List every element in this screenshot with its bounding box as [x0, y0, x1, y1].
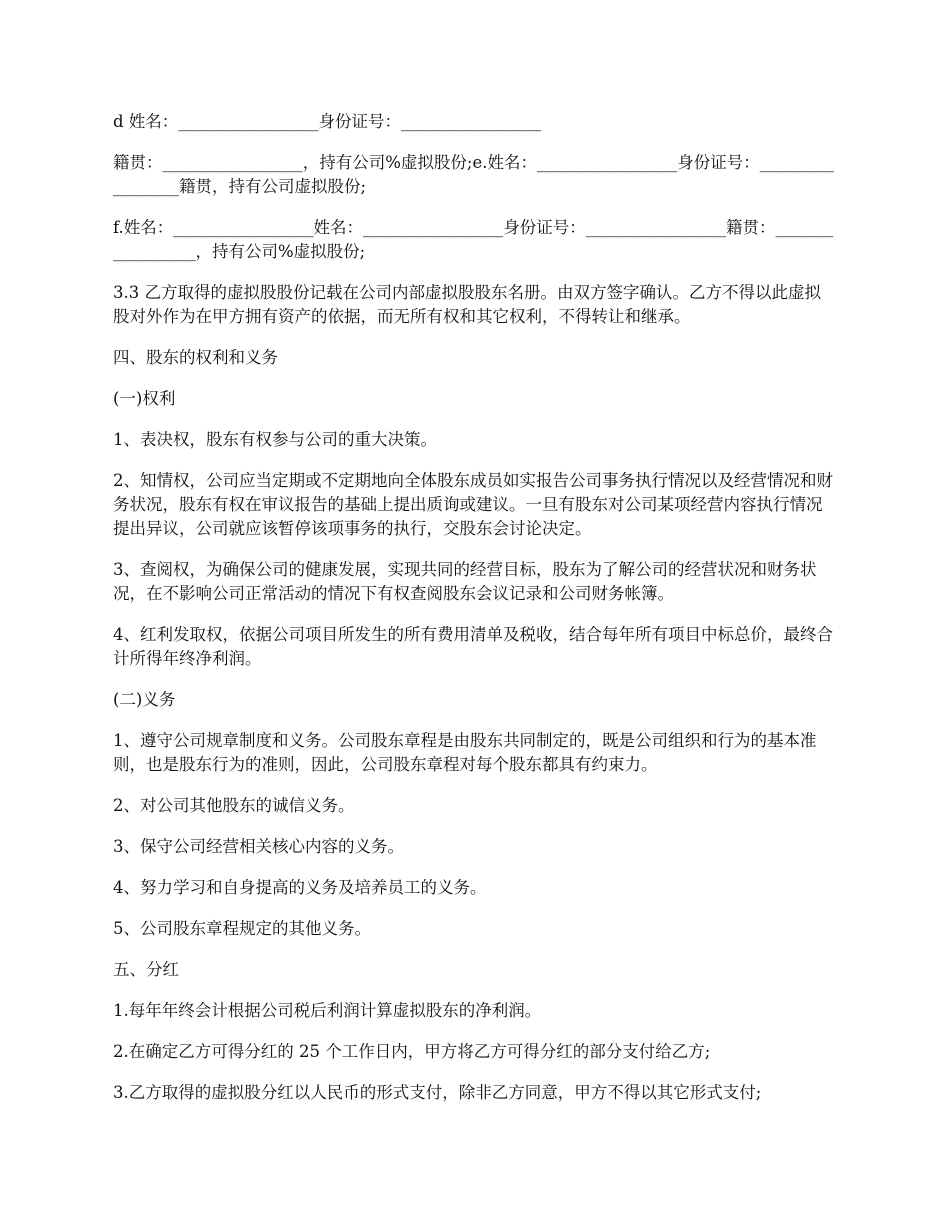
subsection-heading-duties: (二)义务 [113, 690, 176, 709]
shareholder-f-line: f.姓名：_________________姓名：_________________身份证号：_________________籍贯：_________________，持有公司%虚拟股份; [113, 218, 834, 261]
duty-5: 5、公司股东章程规定的其他义务。 [113, 919, 371, 938]
clause-3-3: 3.3 乙方取得的虚拟股股份记载在公司内部虚拟股股东名册。由双方签字确认。乙方不得以此虚拟股对外作为在甲方拥有资产的依据，而无所有权和其它权利，不得转让和继承。 [113, 283, 821, 326]
right-inspection: 3、查阅权，为确保公司的健康发展，实现共同的经营目标，股东为了解公司的经营状况和财务状况，在不影响公司正常活动的情况下有权查阅股东会议记录和公司财务帐簿。 [113, 560, 817, 603]
right-voting: 1、表决权，股东有权参与公司的重大决策。 [113, 430, 437, 449]
shareholder-e-line: 籍贯：_________________，持有公司%虚拟股份;e.姓名：_________________身份证号：_________________籍贯，持有公司虚拟股份; [113, 153, 834, 196]
dividend-clause-1: 1.每年年终会计根据公司税后利润计算虚拟股东的净利润。 [113, 1001, 542, 1020]
duty-4: 4、努力学习和自身提高的义务及培养员工的义务。 [113, 878, 487, 897]
section-heading-dividends: 五、分红 [113, 960, 179, 979]
dividend-clause-2: 2.在确定乙方可得分红的 25 个工作日内，甲方将乙方可得分红的部分支付给乙方; [113, 1042, 711, 1061]
document-page [113, 110, 835, 1122]
right-dividend: 4、红利发取权，依据公司项目所发生的所有费用清单及税收，结合每年所有项目中标总价，最终合计所得年终净利润。 [113, 625, 833, 668]
duty-1: 1、遵守公司规章制度和义务。公司股东章程是由股东共同制定的，既是公司组织和行为的基本准则，也是股东行为的准则，因此，公司股东章程对每个股东都具有约束力。 [113, 731, 817, 774]
subsection-heading-rights: (一)权利 [113, 389, 176, 408]
section-heading-rights-duties: 四、股东的权利和义务 [113, 348, 278, 367]
shareholder-d-line: d 姓名：_________________身份证号：_________________ [113, 112, 542, 131]
right-information: 2、知情权，公司应当定期或不定期地向全体股东成员如实报告公司事务执行情况以及经营情况和财务状况，股东有权在审议报告的基础上提出质询或建议。一旦有股东对公司某项经营内容执行情况提出异议，公司就应该暂停该项事务的执行，交股东会讨论决定。 [113, 471, 833, 538]
duty-2: 2、对公司其他股东的诚信义务。 [113, 796, 355, 815]
dividend-clause-3: 3.乙方取得的虚拟股分红以人民币的形式支付，除非乙方同意，甲方不得以其它形式支付; [113, 1083, 762, 1102]
duty-3: 3、保守公司经营相关核心内容的义务。 [113, 837, 404, 856]
